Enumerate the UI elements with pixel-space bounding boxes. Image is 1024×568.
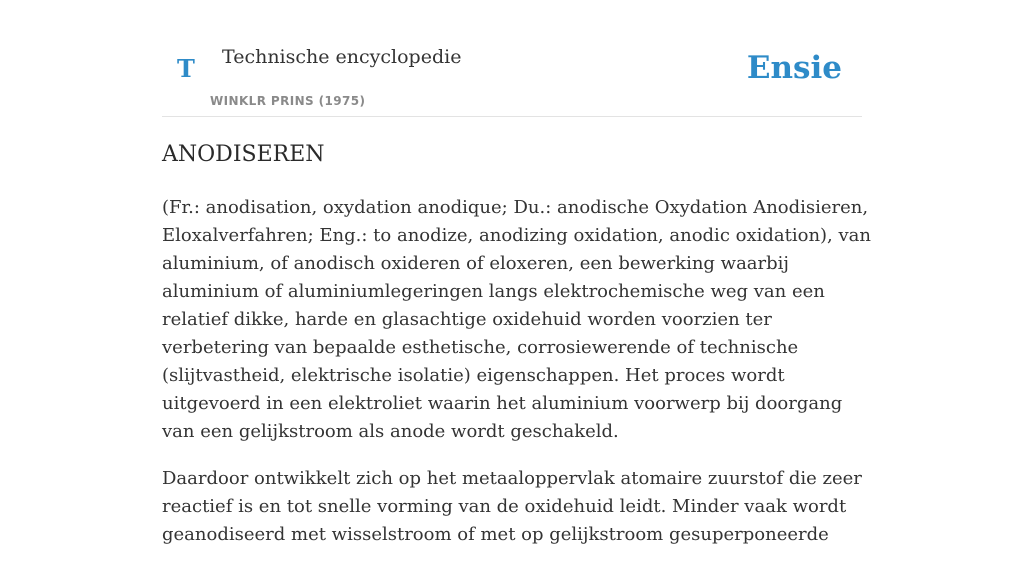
brand-logo[interactable]: Ensie <box>746 50 842 86</box>
site-logo-icon[interactable]: T <box>177 54 195 83</box>
article <box>162 138 872 568</box>
site-subtitle: WINKLR PRINS (1975) <box>210 94 366 108</box>
article-paragraph: Daardoor ontwikkelt zich op het metaaloppervlak atomaire zuurstof die zeer reactief is en tot snelle vorming van de oxidehuid leidt. Minder vaak wordt geanodiseerd met wisselstroom of met op gelijkstroom gesuperponeerde <box>162 468 862 545</box>
site-title[interactable]: Technische encyclopedie <box>222 46 462 68</box>
site-header <box>162 0 862 117</box>
article-title: ANODISEREN <box>162 142 325 167</box>
article-paragraph: (Fr.: anodisation, oxydation anodique; Du.: anodische Oxydation Anodisieren, Eloxalverfahren; Eng.: to anodize, anodizing oxidation, anodic oxidation), van aluminium, of anodisch oxideren of eloxeren, een bewerking waarbij aluminium of aluminiumlegeringen langs elektrochemische weg van een relatief dikke, harde en glasachtige oxidehuid worden voorzien ter verbetering van bepaalde esthetische, corrosiewerende of technische (slijtvastheid, elektrische isolatie) eigenschappen. Het proces wordt uitgevoerd in een elektroliet waarin het aluminium voorwerp bij doorgang van een gelijkstroom als anode wordt geschakeld. <box>162 197 871 442</box>
